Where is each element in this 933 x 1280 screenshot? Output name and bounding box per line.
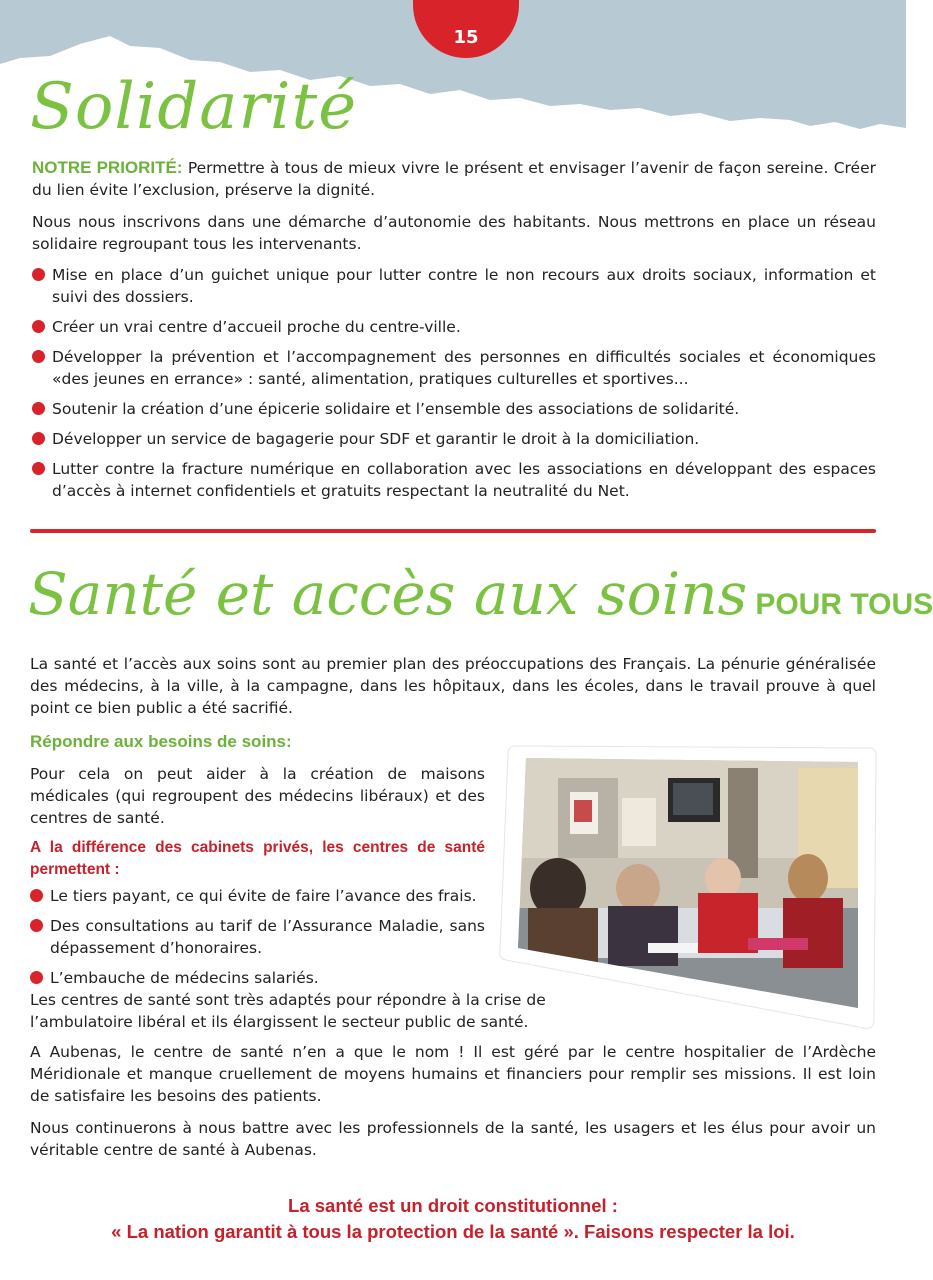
bullet-dot-icon (32, 462, 45, 475)
page-number: 15 (453, 27, 479, 48)
priority-label: NOTRE PRIORITÉ: (32, 158, 183, 177)
section1-bullet-list (32, 264, 876, 502)
section2-bullet-list (30, 885, 485, 989)
list-item: Des consultations au tarif de l’Assurance Maladie, sans dépassement d’honoraires. (30, 915, 485, 959)
section2-intro-block (30, 653, 876, 719)
bullet-dot-icon (32, 350, 45, 363)
section-title-sante (28, 560, 933, 628)
section2-para4: Nous continuerons à nous battre avec les professionnels de la santé, les usagers et les élus pour avoir un véritable centre de santé à Aubenas. (30, 1119, 876, 1159)
bullet-dot-icon (30, 889, 43, 902)
bullet-dot-icon (32, 268, 45, 281)
priority-text: Permettre à tous de mieux vivre le présent et envisager l’avenir de façon sereine. Créer du lien évite l’exclusion, préserve la dignité. (32, 159, 876, 199)
bullet-dot-icon (32, 432, 45, 445)
closing-line-2: « La nation garantit à tous la protection de la santé ». Faisons respecter la loi. (111, 1221, 795, 1242)
priority-paragraph (32, 157, 876, 201)
section2-para2-block (30, 989, 575, 1033)
section2-para2: Les centres de santé sont très adaptés pour répondre à la crise de l’ambulatoire libéral et ils élargissent le secteur public de santé. (30, 991, 546, 1031)
section-title-solidarite: Solidarité (30, 70, 358, 144)
list-item: Le tiers payant, ce qui évite de faire l’avance des frais. (30, 885, 485, 907)
subheading-besoins: Répondre aux besoins de soins: (30, 732, 292, 751)
list-item: Lutter contre la fracture numérique en collaboration avec les associations en développant des espaces d’accès à internet confidentiels et gratuits respectant la neutralité du Net. (32, 458, 876, 502)
section1-body (32, 157, 876, 510)
section2-intro: La santé et l’accès aux soins sont au premier plan des préoccupations des Français. La pénurie généralisée des médecins, à la ville, à la campagne, dans les hôpitaux, dans les écoles, dans le travail prouve à quel point ce bien public a été sacrifié. (30, 655, 876, 717)
section2-lower-block (30, 1041, 876, 1161)
section-title-script: Santé et accès aux soins (28, 560, 748, 628)
section2-left-column (30, 731, 485, 997)
section2-para3: A Aubenas, le centre de santé n’en a que le nom ! Il est géré par le centre hospitalier de l’Ardèche Méridionale et manque cruellement de moyens humains et financiers pour remplir ses missions. Il est loin de satisfaire les besoins des patients. (30, 1043, 876, 1105)
health-center-photo (498, 738, 876, 1030)
list-item: Développer un service de bagagerie pour SDF et garantir le droit à la domiciliation. (32, 428, 876, 450)
section-divider (30, 529, 876, 533)
bullet-dot-icon (30, 919, 43, 932)
list-item: L’embauche de médecins salariés. (30, 967, 485, 989)
closing-line-1: La santé est un droit constitutionnel : (288, 1195, 618, 1216)
bullet-dot-icon (32, 402, 45, 415)
bullet-dot-icon (30, 971, 43, 984)
list-item: Mise en place d’un guichet unique pour lutter contre le non recours aux droits sociaux, information et suivi des dossiers. (32, 264, 876, 308)
page-number-badge (413, 0, 519, 58)
section1-intro: Nous nous inscrivons dans une démarche d’autonomie des habitants. Nous mettrons en place un réseau solidaire regroupant tous les intervenants. (32, 213, 876, 253)
bullet-dot-icon (32, 320, 45, 333)
list-item: Développer la prévention et l’accompagnement des personnes en difficultés sociales et économiques «des jeunes en errance» : santé, alimentation, pratiques culturelles et sportives... (32, 346, 876, 390)
list-item: Créer un vrai centre d’accueil proche du centre-ville. (32, 316, 876, 338)
section2-para1: Pour cela on peut aider à la création de maisons médicales (qui regroupent des médecins libéraux) et des centres de santé. (30, 765, 485, 827)
list-item: Soutenir la création d’une épicerie solidaire et l’ensemble des associations de solidarité. (32, 398, 876, 420)
section-title-bold: POUR TOUS (755, 588, 933, 621)
section2-red-heading: A la différence des cabinets privés, les centres de santé permettent : (30, 839, 485, 878)
